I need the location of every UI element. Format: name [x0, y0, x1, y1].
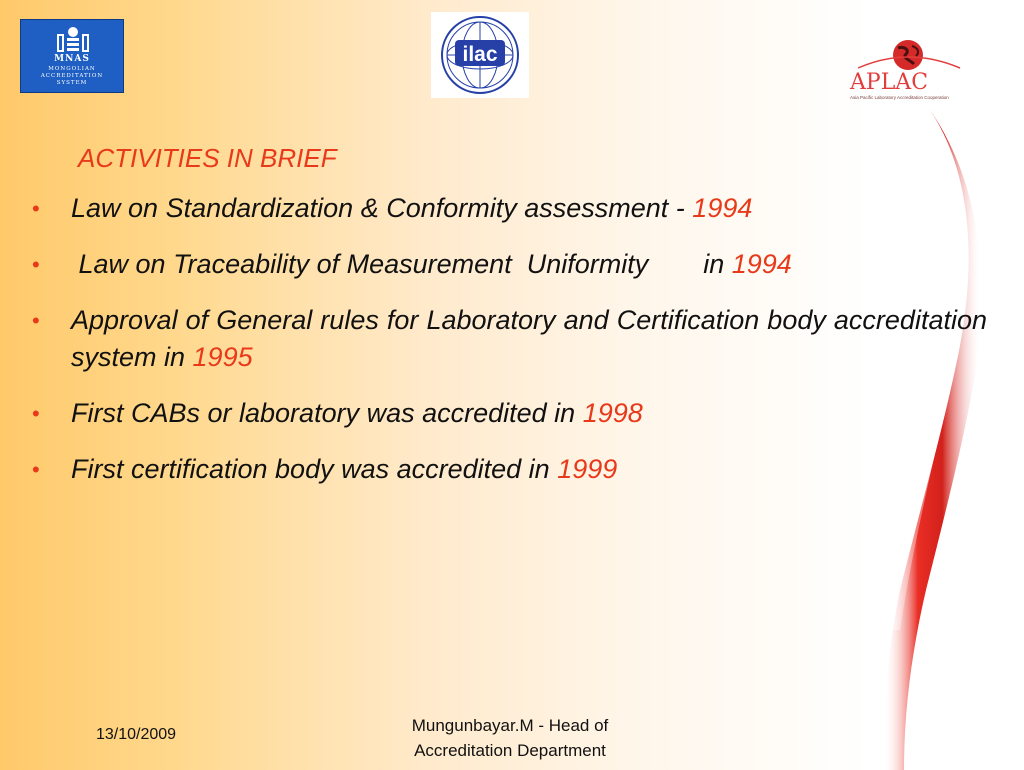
bullet-year: 1998: [582, 398, 643, 428]
bullet-text: Law on Traceability of Measurement Uniformity: [71, 249, 649, 279]
aplac-subtitle: Asia Pacific Laboratory Accreditation Cooperation: [850, 95, 949, 100]
bullet-text: Approval of General rules for Laboratory and Certification body accreditation system in: [71, 305, 987, 372]
bullet-year: 1994: [731, 249, 792, 279]
bullet-dot-icon: •: [32, 401, 40, 426]
list-item: [32, 395, 987, 432]
ilac-globe-icon: [431, 12, 529, 98]
bullet-dot-icon: •: [32, 308, 40, 333]
bullet-connector: in: [703, 249, 732, 279]
slide-heading: ACTIVITIES IN BRIEF: [78, 143, 337, 173]
footer-author: [365, 713, 655, 763]
mnas-subtitle: MONGOLIAN ACCREDITATION SYSTEM: [40, 66, 104, 86]
list-item: [32, 190, 987, 227]
bullet-dot-icon: •: [32, 457, 40, 482]
aplac-wordmark: APLAC: [850, 70, 929, 95]
ilac-logo: [431, 12, 529, 98]
activities-list: [32, 190, 987, 507]
footer-author-line2: Accreditation Department: [414, 741, 606, 760]
ilac-logo-text: ilac: [462, 43, 498, 66]
list-item: [32, 246, 987, 283]
bullet-dot-icon: •: [32, 252, 40, 277]
bullet-dot-icon: •: [32, 196, 40, 221]
soyombo-emblem-icon: [57, 26, 89, 52]
mnas-title: MNAS: [54, 54, 90, 64]
bullet-text: Law on Standardization & Conformity assessment -: [71, 193, 693, 223]
bullet-text: First CABs or laboratory was accredited in: [71, 398, 583, 428]
bullet-year: 1995: [192, 342, 253, 372]
bullet-year: 1999: [557, 454, 618, 484]
list-item: [32, 451, 987, 488]
mnas-logo: [20, 19, 124, 93]
bullet-year: 1994: [692, 193, 753, 223]
aplac-globe-icon: [848, 40, 968, 74]
footer-date: 13/10/2009: [96, 726, 177, 743]
bullet-text: First certification body was accredited in: [71, 454, 558, 484]
list-item: [32, 302, 987, 376]
aplac-logo: [848, 40, 968, 104]
footer-author-line1: Mungunbayar.M - Head of: [411, 716, 609, 735]
